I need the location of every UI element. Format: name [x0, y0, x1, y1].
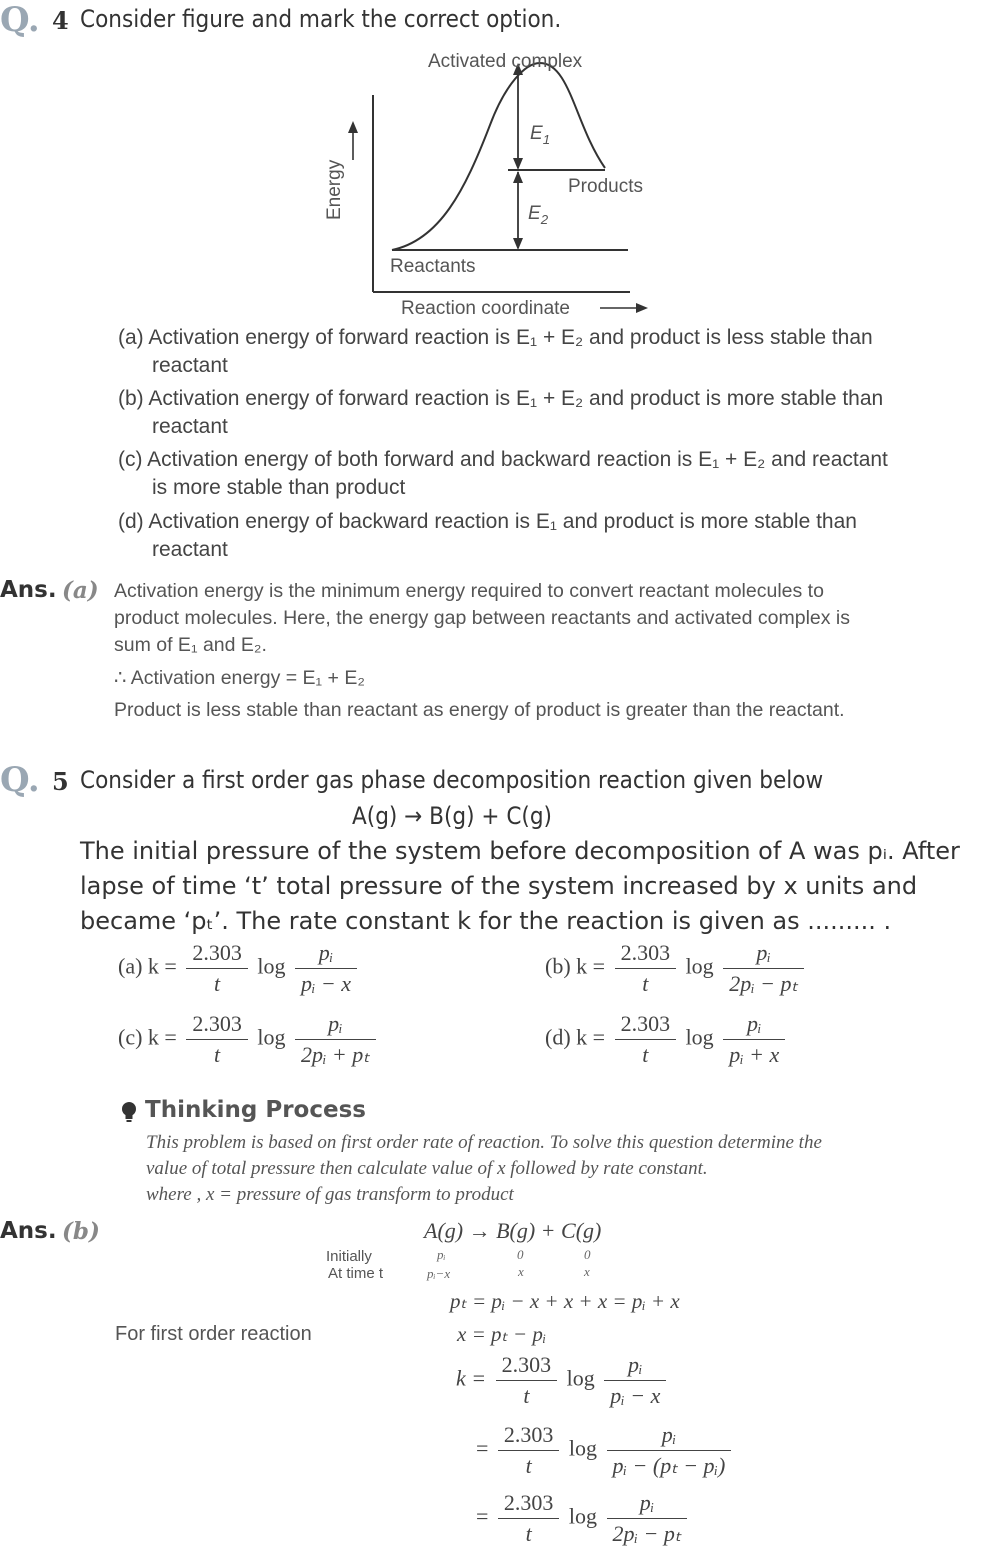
row-label-initially: Initially — [326, 1248, 372, 1265]
q4-answer-label: Ans. — [0, 577, 57, 603]
q5-option-c[interactable]: (c) k = $\frac{2.303}{t}$ log $\frac{\text{pᵢ}}{\text{2pᵢ + pₜ}}$ — [118, 1011, 380, 1068]
time-t-b: x — [518, 1264, 524, 1279]
q4-answer-text: Activation energy is the minimum energy required to convert reactant molecules to product molecules. Here, the energy gap between reactants and activated complex is sum of E₁ and E₂. ∴ Activation energy = E₁ + E₂ Product is less stable than reactant as energy of product is greater than the reactant. — [114, 580, 851, 721]
q5-question: Consider a first order gas phase decomposition reaction given below — [80, 766, 824, 794]
label-e2: $E_2$ — [528, 203, 549, 227]
k-step-3: = $\frac{2.303}{t}$ log $\frac{\text{pᵢ}}{\text{2pᵢ − pₜ}}$ — [476, 1490, 691, 1547]
q5-body: The initial pressure of the system before decomposition of A was pᵢ. After lapse of time ‘t’ total pressure of the system increased by x units and became ‘pₜ’. The rate constant k for the reaction is given as ......... . — [80, 837, 960, 935]
thinking-process-title: Thinking Process — [145, 1097, 366, 1123]
q5-option-b[interactable]: (b) k = $\frac{2.303}{t}$ log $\frac{\text{pᵢ}}{\text{2pᵢ − pₜ}}$ — [545, 940, 808, 997]
q5-number: 5 — [52, 767, 69, 796]
energy-curve — [392, 63, 605, 250]
label-energy-axis: Energy — [324, 159, 345, 220]
q5-answer-label: Ans. — [0, 1218, 57, 1244]
label-e1: $E_1$ — [530, 123, 551, 147]
q5-reaction: A(g) → B(g) + C(g) — [352, 802, 552, 830]
q5-option-a[interactable]: (a) k = $\frac{2.303}{t}$ log $\frac{\text{pᵢ}}{\text{pᵢ − x}}$ — [118, 940, 361, 997]
q4-number: 4 — [52, 6, 69, 35]
x-eq: x = pₜ − pᵢ — [457, 1322, 547, 1346]
k-step-1: k = $\frac{2.303}{t}$ log $\frac{\text{pᵢ}}{\text{pᵢ − x}}$ — [456, 1352, 670, 1409]
q4-option-d[interactable]: (d) Activation energy of backward reaction is E₁ and product is more stable than reactant — [118, 510, 857, 561]
total-pressure-eq: pₜ = pᵢ − x + x + x = pᵢ + x — [450, 1289, 680, 1313]
k-step-2: = $\frac{2.303}{t}$ log $\frac{\text{pᵢ}}{\text{pᵢ − (pₜ − pᵢ)}}$ — [476, 1422, 735, 1479]
time-t-a: pᵢ−x — [427, 1266, 451, 1281]
label-activated-complex: Activated complex — [428, 51, 583, 72]
q5-answer-key: (b) — [62, 1218, 100, 1245]
label-products: Products — [568, 176, 643, 197]
initial-c: 0 — [584, 1247, 591, 1262]
q5-answer-reaction: A(g) → B(g) + C(g) — [424, 1218, 602, 1243]
lightbulb-icon — [120, 1101, 138, 1123]
for-first-order-label: For first order reaction — [115, 1323, 312, 1345]
label-reactants: Reactants — [390, 256, 476, 277]
row-label-at-time: At time t — [328, 1265, 384, 1282]
q4-question: Consider figure and mark the correct option. — [80, 5, 562, 33]
initial-a: pᵢ — [437, 1247, 446, 1262]
label-reaction-coordinate: Reaction coordinate — [401, 298, 570, 319]
time-t-c: x — [584, 1264, 590, 1279]
q4-marker: Q. — [0, 0, 40, 40]
initial-b: 0 — [517, 1247, 524, 1262]
q4-option-c[interactable]: (c) Activation energy of both forward and backward reaction is E₁ + E₂ and reactant is more stable than product — [118, 448, 888, 499]
q4-answer-key: (a) — [62, 577, 99, 604]
q4-option-b[interactable]: (b) Activation energy of forward reaction is E₁ + E₂ and product is more stable than reactant — [118, 387, 884, 438]
q5-option-d[interactable]: (d) k = $\frac{2.303}{t}$ log $\frac{\text{pᵢ}}{\text{pᵢ + x}}$ — [545, 1011, 789, 1068]
thinking-process-text: This problem is based on first order rate of reaction. To solve this question determine the value of total pressure then calculate value of x followed by rate constant. where , x = pressure of gas transform to product — [146, 1132, 822, 1205]
q4-option-a[interactable]: (a) Activation energy of forward reaction is E₁ + E₂ and product is less stable than reactant — [118, 326, 873, 377]
q5-marker: Q. — [0, 760, 40, 800]
